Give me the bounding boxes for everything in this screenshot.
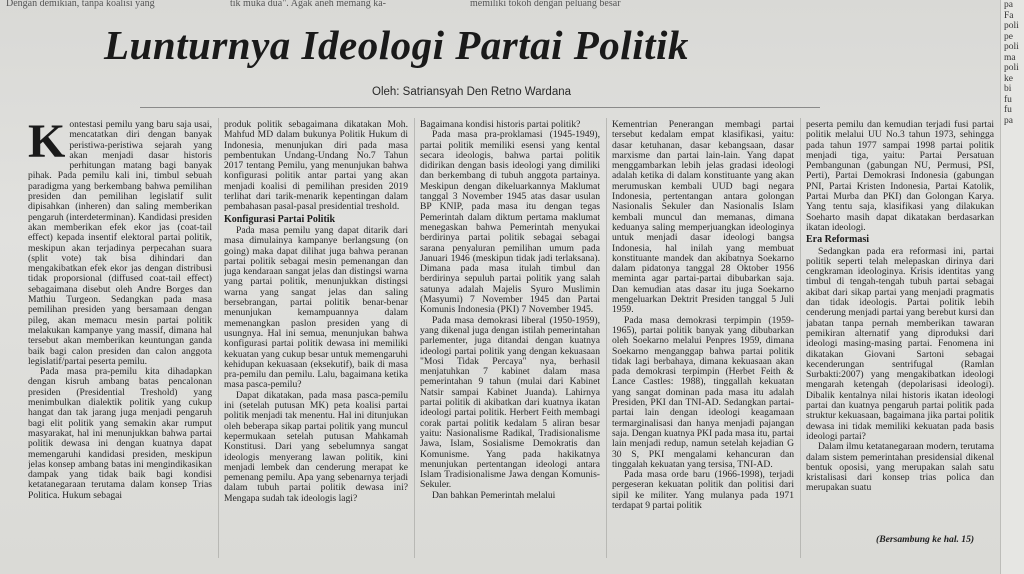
- edge-text: bi: [1004, 84, 1012, 94]
- paragraph: Dapat dikatakan, pada masa pasca-pemilu ini (setelah putusan MK) peta koalisi partai politik menjadi tak menentu. Hal ini ditunjukan oleh beberapa sikap partai politik yang muncul kepermukaan setelah putusan Mahkamah Konstitusi. Dari yang sebelumnya sangat ideologis menyerang lawan politik, kini menjadi lembek dan cenderung merapat ke pemenang pemilu. Apa yang sebenarnya terjadi dalam tubuh partai politik dewasa ini? Mengapa sudah tak ideologis lagi?: [224, 389, 408, 504]
- edge-text: fu: [1004, 105, 1012, 115]
- paragraph: Pada masa demokrasi terpimpin (1959-1965), partai politik banyak yang dibubarkan oleh Soekarno melalui Penpres 1959, dimana Soekarno menganggap bahwa partai politik tidak lagi berbahaya, dimana kekuasaan akan pada demokrasi terpimpin (Herbet Feith & Lance Castles: 1988), tinggallah kekuatan yang sangat dominan pada masa itu adalah Presiden, PKI dan TNI-AD. Sedangkan partai-partai lain dengan ideologi keagamaan termarginalisasi dan hanya menjadi pajangan saja. Dengan kuatnya PKI pada masa itu, partai lain menjadi redup, namun setelah kejadian G 30 S, PKI mengalami kehancuran dan tinggalah kekuatan yang tersisa, TNI-AD.: [612, 314, 794, 470]
- column-divider: [800, 118, 801, 558]
- edge-text: pe: [1004, 31, 1013, 42]
- top-strip-mid: tik muka dua". Agak aneh memang ka-: [230, 0, 386, 9]
- top-strip-left: Dengan demikian, tanpa koalisi yang: [6, 0, 155, 9]
- edge-text: poli: [1004, 63, 1019, 73]
- paragraph: Sedangkan pada era reformasi ini, partai politik seperti telah melepaskan dirinya dari cengkraman ideologinya. Krisis identitas yang timbul di tengah-tengah tubuh partai sebagai akibat dari sikap partai yang menjadi pragmatis dan tidak ideologis. Partai politik lebih cenderung menjadi partai yang berebut kursi dan jabatan tanpa pernah memberikan tawaran pemikiran alternatif yang diproduksi dari ideologi masing-masing partai. Fenomena ini dikatakan Giovani Sartoni sebagai kecenderungan sentrifugal (Ramlan Surbakti:2007) yang mengakibatkan ideologi mengarah ketengah (depolarisasi ideologi). Dibalik kentalnya nilai historis ikatan ideologi partai dan kuatnya pengaruh partai politik pada struktur kekuasaan, bagaimana jika partai politik dewasa ini tidak memiliki kekuatan pada basis ideologi partai?: [806, 245, 994, 442]
- top-strip-right: memiliki tokoh dengan peluang besar: [470, 0, 621, 9]
- section-heading: Era Reformasi: [806, 234, 870, 246]
- column-divider: [218, 118, 219, 558]
- adjacent-page-edge: [1000, 0, 1024, 574]
- paragraph: Pada masa demokrasi liberal (1950-1959), yang dikenal juga dengan istilah pemerintahan parlementer, juga ditandai dengan kuatnya ideologi partai politik yang dengan kekuasaan "Mosi Tidak Percaya" nya, berhasil menjatuhkan 7 kabinet dalam masa pemerintahan 9 tahun (mulai dari Kabinet Natsir sampai Kabinet Juanda). Lahirnya partai politik di akibatkan dari kuatnya ikatan ideologi partai politik. Herbert Feith membagi corak partai politik kedalam 5 aliran besar yaitu: Nasionalisme Radikal, Tradisionalisme Jawa, Islam, Sosialisme Demokratis dan Komunisme. Yang pada hakikatnya menunjukan pertentangan ideologi antara Islam Tradisionalisme Jawa dengan Komunis-Sekuler.: [420, 314, 600, 491]
- paragraph: Kementrian Penerangan membagi partai tersebut kedalam empat klasifikasi, yaitu: dasar ketuhanan, dasar kebangsaan, dasar marxisme dan partai lain-lain. Yang dapat menggambarkan lebih jelas gradasi ideologi adalah ketika di dalam konstituante yang akan merumuskan kembali UUD bagi negara Indonesia, pertentangan antara golongan Nasionalis Sekuler dan Nasionalis Islam kembali muncul dan memanas, dimana keduanya saling memperjuangkan ideologinya untuk menjadi dasar ideologi bangsa Indonesia, hal inilah yang membuat konstituante mandek dan akibatnya Soekarno dalam pidatonya tanggal 28 Oktober 1956 meminta agar partai-partai dibubarkan saja. Dan kemudian atas dasar itu juga Soekarno mengeluarkan Dektrit Presiden tanggal 5 Juli 1959.: [612, 120, 794, 316]
- paragraph: Pada masa pra-pemilu kita dihadapkan dengan kisruh ambang batas pencalonan presiden (Presidential Treshold) yang menimbulkan dialektik politik yang cukup hangat dan tak jarang juga menjadi pengaruh bagi elit politik yang semakin akar rumput masyarakat, hal ini menunjukkan bahwa partai politik dewasa ini dengan kuatnya dapat memengaruhi kandidasi presiden, meskipun jelas konsep ambang batas ini mengindikasikan dampak yang tidak baik bagi kondisi ketatanegaraan terutama dalam konsep Trias Politica. Hukum sebagai: [28, 366, 212, 501]
- paragraph: peserta pemilu dan kemudian terjadi fusi partai politik melalui UU No.3 tahun 1973, sehingga pada tahun 1977 sampai 1998 partai politik menjadi tiga, yaitu: Partai Persatuan Pembangunan (gabungan NU, Permusi, PSI, Perti), Partai Demokrasi Indonesia (gabungan PNI, Partai Kristen Indonesia, Partai Katolik, Partai Murba dan PKI) dan Golongan Karya. Yang tentu saja, klasifikasi yang dilakukan Soeharto masih dapat dikatakan berdasarkan ikatan ideologi.: [806, 120, 994, 233]
- edge-text: ke: [1004, 73, 1013, 84]
- top-strip: [0, 0, 1024, 14]
- article-byline: Oleh: Satriansyah Den Retno Wardana: [372, 86, 572, 98]
- continued-notice: (Bersambung ke hal. 15): [876, 534, 975, 545]
- article-column-4: [612, 120, 794, 554]
- article-column-5: [806, 120, 994, 530]
- paragraph: Pada masa orde baru (1966-1998), terjadi pergeseran kekuatan politik dan politisi dari sipil ke militer. Yang mulanya pada 1971 terdapat 9 partai politik: [612, 469, 794, 511]
- column-divider: [414, 118, 415, 558]
- paragraph: produk politik sebagaimana dikatakan Moh. Mahfud MD dalam bukunya Politik Hukum di Indonesia, menunjukan diri pada masa pembentukan Undang-Undang No.7 Tahun 2017 tentang Pemilu, yang menunjukan bahwa konfigurasi politik antar partai yang akan menjadi koalisi di pemilihan presiden 2019 terlihat dari tarik-menarik kepentingan dalam pembahasan pasal-pasal presidential treshold.: [224, 120, 408, 213]
- edge-text: fu: [1004, 94, 1012, 105]
- edge-text: pa: [1004, 115, 1013, 126]
- edge-text: Fa: [1004, 10, 1014, 21]
- column-divider: [606, 118, 607, 558]
- paragraph: Bagaimana kondisi historis partai politik?: [420, 120, 581, 130]
- paragraph: Pada masa pra-proklamasi (1945-1949), partai politik memiliki esensi yang kental secara ideologis, bahwa partai politik didirikan dengan basis ideologi yang dimiliki dan berkembang di tubuh anggota partainya. Meskipun dengan dikeluarkannya Maklumat tanggal 3 November 1945 atas dasar usulan BP KNIP, pada masa itu dengan tegas Pemerintah dalam diktum pertama maklumat menegaskan bahwa Pemerintah menyukai berdirinya partai politik sebagai sebagai sarana penyaluran pemilihan umum pada Januari 1946 (meskipun tidak jadi terlaksana). Dimana pada masa itulah timbul dan berdirinya sepuluh partai politik yang salah satunya adalah Majelis Syuro Muslimin (Masyumi) 7 November 1945 dan Partai Komunis Indonesia (PKI) 7 November 1945.: [420, 129, 600, 316]
- drop-cap: K: [28, 120, 66, 168]
- article-title: Lunturnya Ideologi Partai Politik: [104, 22, 689, 68]
- article-column-3: [420, 120, 600, 554]
- edge-text: pa: [1004, 0, 1013, 10]
- paragraph: ontestasi pemilu yang baru saja usai, mencatatkan diri dengan banyak peristiwa-peristiwa sejarah yang akan menjadi dasar historis perhitungan matang bagi banyak pihak. Pada pemilu kali ini, timbul sebuah paradigma yang berkembang bahwa pemilihan presiden dan pemilihan legislatif sulit dipisahkan (inheren) dan saling memberikan pengaruh (interdeterminan). Kandidasi presiden akan memberikan efek ekor jas (coat-tail effect) kepada insentif elektoral partai politik, meskipun akan terjadinya perpecahan suara (split vote) tak bisa dihindari dan mengakibatkan efek ekor jas dengan distribusi tidak proporsional (diffused coat-tail effect) sebagaimana disebut oleh Andre Borges dan Mathiu Turgeon. Sedangkan pada masa pemilihan presiden yang bersamaan dengan pileg, akan memacu mesin partai politik melakukan kampanye yang massif, dimana hal tersebut akan memberikan keuntungan ganda baik bagi calon presiden dan calon anggota legislatif/partai peserta pemilu.: [28, 120, 212, 367]
- paragraph: Dan bahkan Pemerintah melalui: [432, 489, 556, 501]
- edge-text: ma: [1004, 52, 1016, 63]
- section-heading: Konfigurasi Partai Politik: [224, 213, 336, 225]
- paragraph: Pada masa pemilu yang dapat ditarik dari masa dimulainya kampanye berlangsung (on going) maka dapat dilihat juga bahwa peranan partai politik sebagai mesin pemenangan dan juga kendaraan sangat jelas dan distingsi warna yang partai politik, menunjukkan distingsi warna yang sangat jelas dan saling bersebrangan, partai politik benar-benar menunjukan kemampuannya dalam memenangkan paslon presiden yang di usungnya. Hal ini semua, menunjukan bahwa konfigurasi partai politik dewasa ini memiliki kekuatan yang cukup besar untuk memengaruhi kehidupan kekuasaan (eksekutif), baik di masa pra-pemilu dan pemilu. Lalu, bagaimana ketika masa pasca-pemilu?: [224, 224, 408, 391]
- article-column-2: [224, 120, 408, 554]
- article-column-1: [28, 120, 212, 554]
- edge-text: poli: [1004, 21, 1019, 31]
- edge-text: poli: [1004, 42, 1019, 52]
- title-rule: [140, 107, 820, 108]
- paragraph: Dalam ilmu ketatanegaraan modern, terutama dalam sistem pemerintahan presidensial dikenal bentuk oposisi, yang merupakan salah satu kristalisasi dari konsep trias polica dan merupakan suatu: [806, 441, 994, 494]
